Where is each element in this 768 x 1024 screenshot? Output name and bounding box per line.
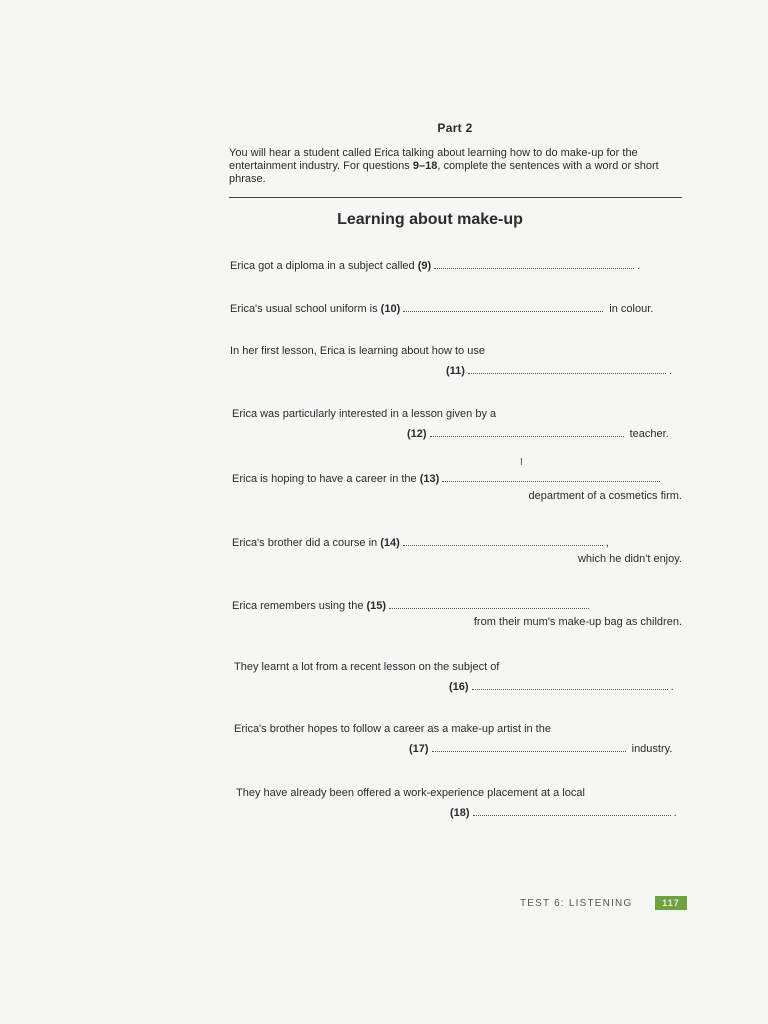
question-11-text: In her first lesson, Erica is learning about how to use: [230, 345, 485, 357]
question-18-after: .: [673, 807, 677, 819]
question-18-number: (18): [450, 807, 470, 819]
question-9-text: Erica got a diploma in a subject called: [230, 260, 415, 272]
question-12-number: (12): [407, 428, 427, 440]
answer-blank-15[interactable]: [389, 599, 589, 609]
question-11-number: (11): [446, 365, 465, 377]
instructions: [229, 147, 684, 186]
stray-mark: I: [520, 457, 523, 468]
question-13-text: Erica is hoping to have a career in the: [232, 473, 417, 485]
instructions-text-2: , complete the sentences with a word or short phrase.: [229, 160, 659, 185]
question-12-after: teacher.: [629, 428, 669, 440]
question-16-after: .: [670, 681, 674, 693]
question-12-answer-line: [407, 427, 669, 441]
question-18-answer-line: [450, 806, 677, 820]
answer-blank-18[interactable]: [473, 806, 671, 816]
instructions-text-1: You will hear a student called Erica talking about learning how to do make-up for the entertainment industry. For questions: [229, 147, 638, 172]
answer-blank-10[interactable]: [403, 302, 603, 312]
question-13-after: department of a cosmetics firm.: [528, 490, 682, 502]
question-17-answer-line: [409, 742, 672, 756]
answer-blank-16[interactable]: [472, 680, 668, 690]
question-13-number: (13): [419, 473, 440, 485]
question-16-number: (16): [449, 681, 469, 693]
question-10: [230, 302, 653, 316]
answer-blank-12[interactable]: [430, 427, 624, 437]
question-9-after: .: [637, 260, 641, 272]
answer-blank-9[interactable]: [434, 259, 634, 269]
question-17-after: industry.: [631, 743, 673, 755]
question-14-number: (14): [380, 537, 400, 549]
divider: [229, 197, 682, 198]
answer-blank-14[interactable]: [403, 536, 603, 546]
question-16-text: They learnt a lot from a recent lesson on the subject of: [234, 661, 500, 673]
question-13: [232, 472, 663, 486]
question-18-text: They have already been offered a work-experience placement at a local: [236, 787, 585, 799]
part-title: Part 2: [437, 121, 473, 135]
question-10-text: Erica's usual school uniform is: [230, 303, 378, 315]
instructions-range: 9–18: [412, 160, 438, 172]
question-14-after-line2: which he didn't enjoy.: [577, 553, 682, 565]
question-12-text: Erica was particularly interested in a lesson given by a: [232, 408, 497, 420]
question-14-after: ,: [605, 537, 609, 549]
section-title: Learning about make-up: [337, 211, 523, 228]
question-15-number: (15): [366, 600, 387, 612]
question-15-after: from their mum's make-up bag as children.: [473, 616, 682, 628]
answer-blank-17[interactable]: [432, 742, 626, 752]
answer-blank-13[interactable]: [442, 472, 660, 482]
question-16-answer-line: [449, 680, 674, 694]
question-10-after: in colour.: [609, 303, 654, 315]
question-9-number: (9): [417, 260, 432, 272]
question-10-number: (10): [380, 303, 401, 315]
question-9: [230, 259, 640, 273]
footer-label: TEST 6: LISTENING: [520, 898, 633, 909]
question-14: [232, 536, 609, 550]
question-17-text: Erica's brother hopes to follow a career as a make-up artist in the: [234, 723, 551, 735]
question-11-after: .: [668, 365, 673, 377]
answer-blank-11[interactable]: [468, 364, 666, 374]
question-17-number: (17): [409, 743, 429, 755]
question-15-text: Erica remembers using the: [232, 600, 364, 612]
question-14-text: Erica's brother did a course in: [232, 537, 378, 549]
question-11-answer-line: [446, 364, 672, 378]
question-15: [232, 599, 592, 613]
page-number-badge: 117: [655, 896, 687, 910]
